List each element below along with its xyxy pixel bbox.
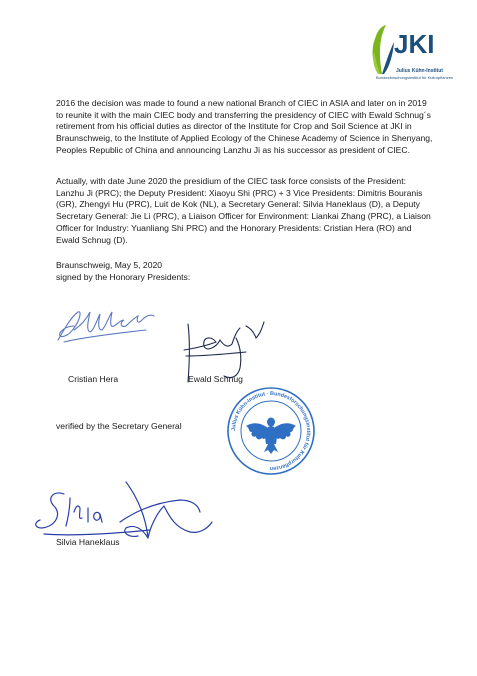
stamp-ring-text: Julius Kühn-Institut · Bundesforschungsinstitut für Kulturpflanzen <box>230 390 312 472</box>
signature-cristian-hera <box>50 300 160 346</box>
logo-institute-subtitle: Bundesforschungsinstitut für Kulturpflanzen <box>376 75 454 80</box>
eagle-icon <box>246 418 296 455</box>
signed-by-line: signed by the Honorary Presidents: <box>56 272 191 282</box>
verified-by-line: verified by the Secretary General <box>56 421 182 431</box>
signatory-name-schnug: Ewald Schnug <box>188 374 243 384</box>
logo-wordmark: JKI <box>394 29 435 59</box>
official-stamp <box>226 386 316 476</box>
signatory-name-hera: Cristian Hera <box>68 374 119 384</box>
leaf-icon <box>366 24 396 76</box>
signatory-name-haneklaus: Silvia Haneklaus <box>56 537 120 547</box>
jki-logo <box>366 24 466 84</box>
body-paragraph-1: 2016 the decision was made to found a new national Branch of CIEC in ASIA and later on in 2019 to reunite it with the main CIEC body and transferring the presidency of CIEC with Ewald Schnug´s retirement from his official duties as director of the Institute for Crop and Soil Science at JKI in Braunschweig, to the Institute of Applied Ecology of the Chinese Academy of Science in Shenyang, Peoples Republic of China and announcing Lanzhu Ji as his successor as president of CIEC. <box>56 98 433 155</box>
body-paragraph-2: Actually, with date June 2020 the presidium of the CIEC task force consists of the President: Lanzhu Ji (PRC); the Deputy President: Xiaoyu Shi (PRC) + 3 Vice Presidents: Dimitris Bouranis (GR), Zhengyi Hu (PRC), Luit de Kok (NL), a Secretary General: Silvia Haneklaus (D), a Deputy Secretary General: Jie Li (PRC), a Liaison Officer for Environment: Liankai Zhang (PRC), a Liaison Officer for Industry: Yuanliang Shi PRC) and the Honorary Presidents: Cristian Hera (RO) and Ewald Schnug (D). <box>56 176 431 245</box>
logo-institute-name: Julius Kühn-Institut <box>396 68 443 74</box>
place-date: Braunschweig, May 5, 2020 <box>56 260 163 270</box>
